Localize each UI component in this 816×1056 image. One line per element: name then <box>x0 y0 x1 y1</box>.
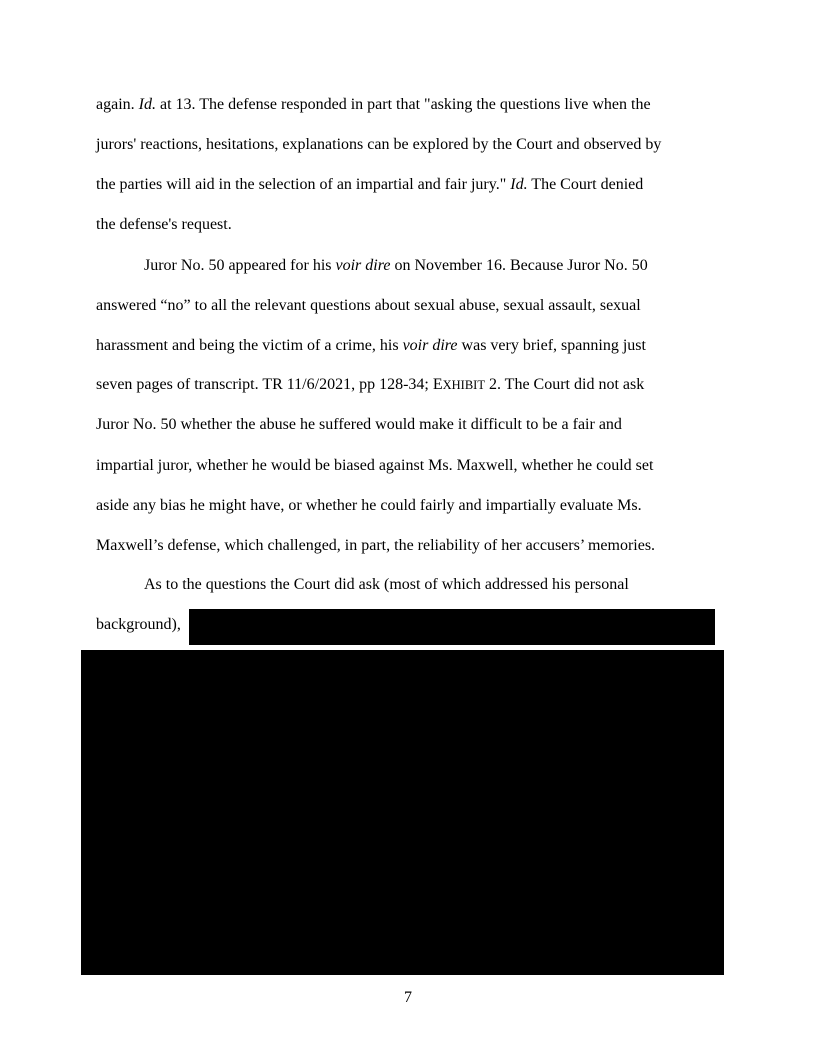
text-run: on November 16. Because Juror No. 50 <box>390 257 648 274</box>
paragraph-2-line-7: aside any bias he might have, or whether he could fairly and impartially evaluate Ms. <box>96 497 642 514</box>
paragraph-2-line-2: answered “no” to all the relevant questions about sexual abuse, sexual assault, sexual <box>96 297 641 314</box>
text-run: 2. The Court did not ask <box>484 376 645 393</box>
paragraph-1-line-4: the defense's request. <box>96 216 232 233</box>
text-run: seven pages of transcript. TR 11/6/2021, pp 128-34; E <box>96 376 443 393</box>
paragraph-2-line-4 <box>96 375 644 395</box>
text-run: Juror No. 50 appeared for his <box>144 257 336 274</box>
paragraph-3-line-1: As to the questions the Court did ask (most of which addressed his personal <box>144 576 629 593</box>
paragraph-2-line-8: Maxwell’s defense, which challenged, in part, the reliability of her accusers’ memories. <box>96 537 656 554</box>
page-number: 7 <box>404 989 412 1006</box>
paragraph-2-line-6: impartial juror, whether he would be biased against Ms. Maxwell, whether he could set <box>96 457 654 474</box>
text-run: again. <box>96 96 139 113</box>
citation-id: Id. <box>138 96 156 113</box>
paragraph-1-line-2: jurors' reactions, hesitations, explanations can be explored by the Court and observed by <box>96 136 662 153</box>
text-run: was very brief, spanning just <box>457 337 646 354</box>
redaction-block <box>81 650 724 975</box>
paragraph-1-line-1 <box>96 95 651 115</box>
text-run: The Court denied <box>527 176 644 193</box>
italic-term: voir dire <box>335 257 391 274</box>
paragraph-2-line-1 <box>144 256 648 276</box>
paragraph-2-line-3 <box>96 336 646 356</box>
redaction-bar <box>189 609 715 645</box>
text-run: the parties will aid in the selection of an impartial and fair jury." <box>96 176 511 193</box>
text-run: at 13. The defense responded in part that "asking the questions live when the <box>155 96 651 113</box>
paragraph-1-line-3 <box>96 175 643 195</box>
paragraph-2-line-5: Juror No. 50 whether the abuse he suffered would make it difficult to be a fair and <box>96 416 622 433</box>
italic-term: voir dire <box>402 337 458 354</box>
text-run: harassment and being the victim of a crime, his <box>96 337 403 354</box>
citation-id: Id. <box>510 176 528 193</box>
paragraph-3-line-2: background), <box>96 616 181 633</box>
small-caps-text: XHIBIT <box>442 378 485 392</box>
